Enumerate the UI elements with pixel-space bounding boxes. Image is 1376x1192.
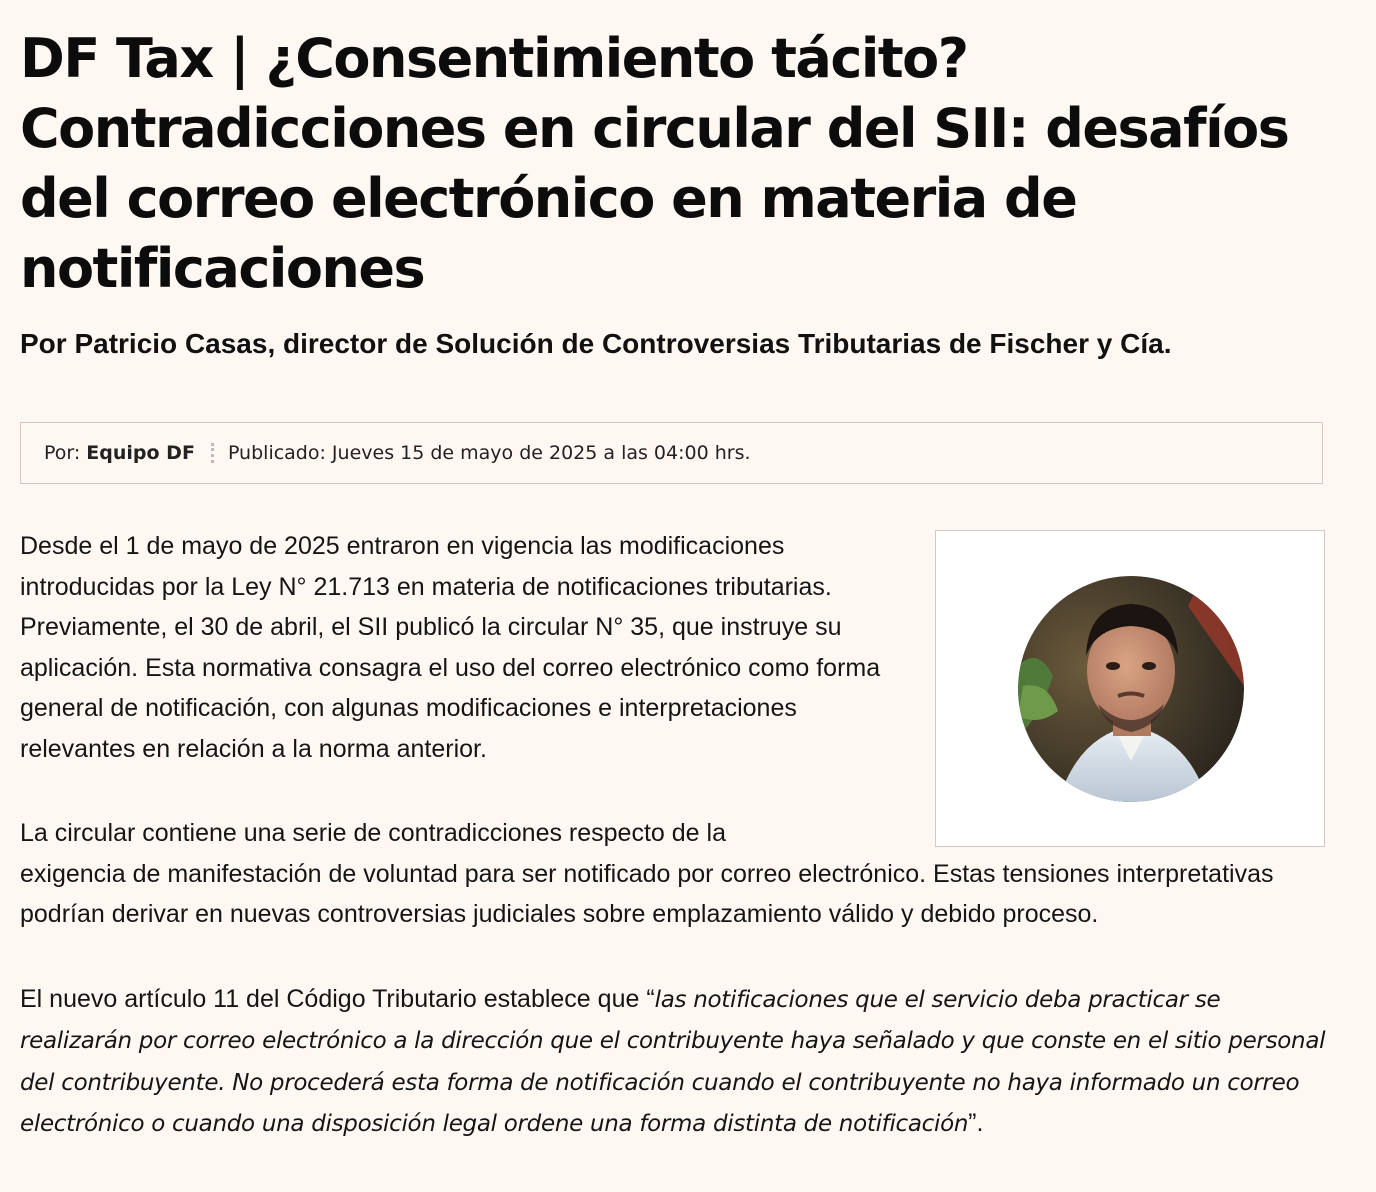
article-headline: DF Tax | ¿Consentimiento tácito? Contradicciones en circular del SII: desafíos del correo electrónico en materia de notificaciones [20,27,1289,300]
byline-bar [20,422,1323,484]
paragraph-article-11-end: ”. [968,1109,984,1137]
byline-separator [211,443,214,463]
byline-author-label: Por: [44,442,81,464]
paragraph-article-11 [20,979,1326,1145]
paragraph-article-11-intro: El nuevo artículo 11 del Código Tributario establece que “ [20,984,655,1013]
paragraph-circular-rest: exigencia de manifestación de voluntad para ser notificado por correo electrónico. Estas tensiones interpretativas podrían derivar en nuevas controversias judiciales sobre emplazamiento válido y debido proceso. [20,859,1274,928]
author-photo-frame [935,530,1325,847]
paragraph-intro: Desde el 1 de mayo de 2025 entraron en vigencia las modificaciones introducidas por la Ley N° 21.713 en materia de notificaciones tributarias. Previamente, el 30 de abril, el SII publicó la circular N° 35, que instruye su aplicación. Esta normativa consagra el uso del correo electrónico como forma general de notificación, con algunas modificaciones e interpretaciones relevantes en relación a la norma anterior. [20,532,881,763]
byline-author-link[interactable]: Equipo DF [86,442,195,464]
article [20,24,1326,1145]
author-portrait-icon [1018,576,1244,802]
article-body [20,526,1326,1145]
article-subheadline: Por Patricio Casas, director de Solución de Controversias Tributarias de Fischer y Cía. [20,328,1172,359]
legal-quote: las notificaciones que el servicio deba practicar se realizarán por correo electrónico a la dirección que el contribuyente haya señalado y que conste en el sitio personal del contribuyente. No procederá esta forma de notificación cuando el contribuyente no haya informado un correo electrónico o cuando una disposición legal ordene una forma distinta de notificación [20,986,1326,1137]
paragraph-circular-line1: La circular contiene una serie de contradicciones respecto de la [20,819,726,847]
byline-published-date: Publicado: Jueves 15 de mayo de 2025 a las 04:00 hrs. [227,442,751,464]
